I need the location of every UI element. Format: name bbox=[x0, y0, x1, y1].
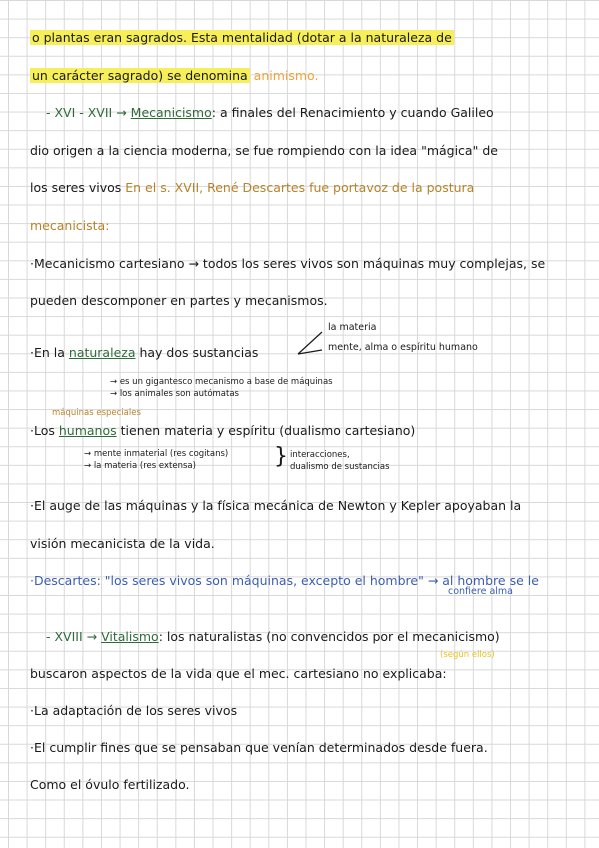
branch-connector bbox=[296, 330, 328, 358]
line-12d: dualismo de sustancias bbox=[290, 462, 390, 472]
sustancia-materia: la materia bbox=[328, 322, 377, 333]
naturaleza-term: naturaleza bbox=[68, 345, 136, 360]
vitalismo-heading: Vitalismo bbox=[101, 629, 159, 644]
line-12c: interacciones, bbox=[290, 450, 350, 460]
line-1: o plantas eran sagrados. Esta mentalidad (dotar a la naturaleza de bbox=[32, 30, 452, 45]
mecanicismo-heading: Mecanicismo bbox=[130, 105, 212, 120]
line-16: - XVIII → Vitalismo: los naturalistas (no convencidos por el mecanicismo) bbox=[46, 629, 500, 644]
line-14: visión mecanicista de la vida. bbox=[30, 536, 215, 551]
brace-icon: } bbox=[274, 444, 288, 469]
line-7: ·Mecanicismo cartesiano → todos los seres vivos son máquinas muy complejas, se bbox=[30, 256, 546, 271]
line-18: ·La adaptación de los seres vivos bbox=[30, 703, 238, 718]
line-8: pueden descomponer en partes y mecanismos. bbox=[30, 293, 328, 308]
humanos-term: humanos bbox=[58, 423, 117, 438]
line-6: mecanicista: bbox=[30, 218, 110, 233]
line-5: los seres vivos En el s. XVII, René Descartes fue portavoz de la postura bbox=[30, 180, 475, 195]
line-15c: confiere alma bbox=[448, 586, 513, 597]
animismo-term: animismo. bbox=[253, 68, 319, 83]
line-2: un carácter sagrado) se denomina animismo. bbox=[32, 68, 319, 83]
line-10b: → los animales son autómatas bbox=[110, 389, 239, 399]
line-3: - XVI - XVII → Mecanicismo: a finales del Renacimiento y cuando Galileo bbox=[46, 105, 494, 120]
line-9: ·En la naturaleza hay dos sustancias bbox=[30, 345, 259, 360]
line-11: ·Los humanos tienen materia y espíritu (dualismo cartesiano) bbox=[30, 423, 416, 438]
line-17: buscaron aspectos de la vida que el mec. cartesiano no explicaba: bbox=[30, 666, 447, 681]
line-13: ·El auge de las máquinas y la física mecánica de Newton y Kepler apoyaban la bbox=[30, 498, 522, 513]
line-20: Como el óvulo fertilizado. bbox=[30, 777, 190, 792]
maquinas-especiales-note: máquinas especiales bbox=[52, 408, 141, 418]
line-12a: → mente inmaterial (res cogitans) bbox=[84, 449, 229, 459]
line-15: ·Descartes: "los seres vivos son máquinas, excepto el hombre" → al hombre se le bbox=[30, 573, 539, 588]
line-4: dio origen a la ciencia moderna, se fue rompiendo con la idea "mágica" de bbox=[30, 143, 498, 158]
line-19: ·El cumplir fines que se pensaban que venían determinados desde fuera. bbox=[30, 740, 488, 755]
sustancia-mente: mente, alma o espíritu humano bbox=[328, 342, 478, 353]
segun-ellos-note: (según ellos) bbox=[440, 650, 495, 660]
line-10a: → es un gigantesco mecanismo a base de máquinas bbox=[110, 377, 333, 387]
line-12b: → la materia (res extensa) bbox=[84, 461, 196, 471]
